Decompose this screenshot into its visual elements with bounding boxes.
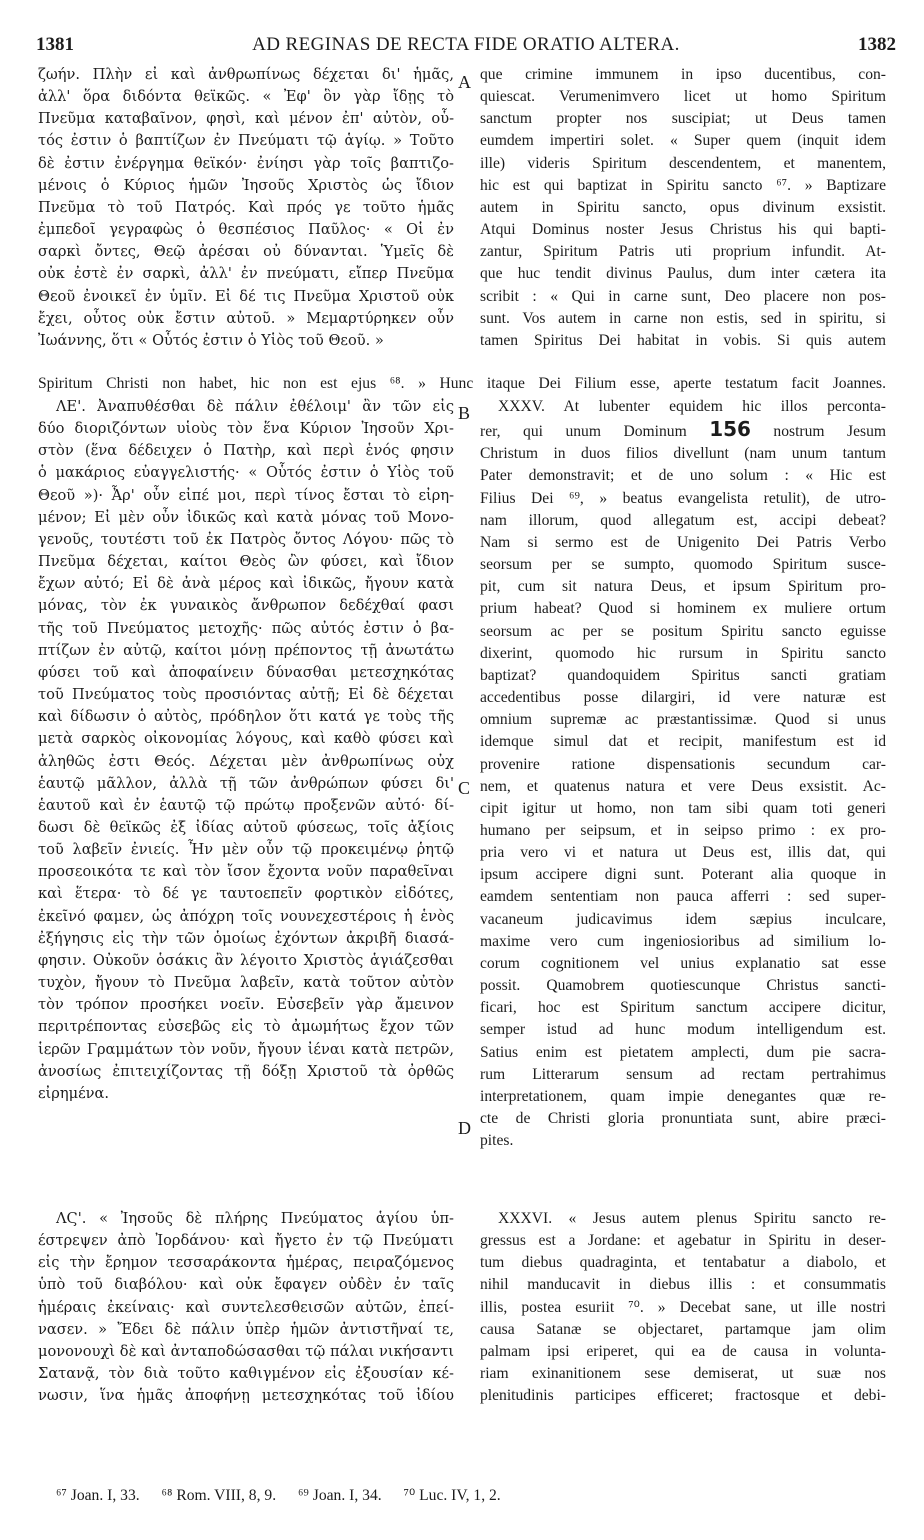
- text-line: Filius Dei ⁶⁹, » beatus evangelista retulit), de utro-: [480, 489, 886, 507]
- text-line: pit, cum sit natura Deus, et ipsum Spiritum pro-: [480, 578, 886, 596]
- text-line: φησιν. Οὐκοῦν ὁσάκις ἂν λέγοιτο Χριστὸς ἁγιάζεσθαι: [38, 951, 454, 969]
- margin-marker-d: D: [458, 1118, 471, 1138]
- text-line: eumdem impertiri solet. « Super quem (inquit idem: [480, 132, 886, 150]
- text-line: eamdem sententiam non pauca afferri : sed super-: [480, 888, 886, 906]
- text-line: XXXVI. « Jesus autem plenus Spiritu sancto re-: [498, 1210, 886, 1227]
- text-line: causa Satanæ se objectaret, partamque jam olim: [480, 1320, 886, 1338]
- greek-column-block3: [38, 1208, 454, 1407]
- text-line: εἰρημένα.: [38, 1084, 110, 1102]
- text-line: ἑαυτῷ μᾶλλον, ἀλλὰ τῇ τῶν ἀνθρώπων φύσει δι': [38, 774, 454, 792]
- text-fragment: nostrum Jesum: [750, 423, 886, 441]
- text-line: ἀλλ' ὅρα διδόντα θεϊκῶς. « Ἐφ' ὃν γὰρ ἴδῃς τὸ: [38, 88, 454, 106]
- text-line: tum diebus quadraginta, et tentabatur a diabolo, et: [480, 1254, 886, 1272]
- text-line: quiescat. Verumenimvero licet ut homo Spiritum: [480, 88, 886, 106]
- text-line: cipit igitur ut homo, non tam sibi quam toti generi: [480, 799, 886, 817]
- text-line: Πνεῦμα καταβαῖνον, φησὶ, καὶ μένον ἐπ' αὐτὸν, οὗ-: [38, 110, 454, 128]
- text-line: ὁ μακάριος εὐαγγελιστής· « Οὗτός ἐστιν ὁ Υἱὸς τοῦ: [38, 464, 454, 482]
- latin-column-block3: [480, 1208, 886, 1407]
- text-line: ἐξήγησις εἰς τὴν τῶν ὁμοίως ἐχόντων ἀκριβῆ διασά-: [38, 929, 454, 947]
- text-line: nem, et quatenus natura et vere Deus exsistit. Ac-: [480, 777, 886, 795]
- text-line: τῆς τοῦ Πνεύματος μετοχῆς· πῶς αὐτός ἐστιν ὁ βα-: [38, 619, 454, 637]
- text-line: καὶ δίδωσιν ὁ αὐτὸς, πρόδηλον ὅτι κατά γε τοὺς τῆς: [38, 708, 454, 726]
- text-line: Pater demonstravit; et de uno solum : « Hic est: [480, 467, 886, 485]
- text-line: φύσει τοῦ καὶ ἀποφαίνειν δύνασθαι μετεσχηκότας: [38, 663, 454, 681]
- text-line: ἐμπεδοῖ γεγραφὼς ὁ θεσπέσιος Παῦλος· « Οἱ ἐν: [38, 221, 454, 239]
- text-line: τοῦ λαβεῖν ἐνιείς. Ἦν μὲν οὖν τῷ προκειμένῳ ῥητῷ: [38, 841, 454, 859]
- running-title: AD REGINAS DE RECTA FIDE ORATIO ALTERA.: [252, 34, 680, 55]
- text-line: cte de Christi gloria pronuntiata sunt, abire præci-: [480, 1110, 886, 1127]
- text-line: ΛϚ'. « Ἰησοῦς δὲ πλήρης Πνεύματος ἁγίου ὑπ-: [56, 1210, 454, 1227]
- text-line: possit. Quamobrem quotiescunque Christus sancti-: [480, 977, 886, 995]
- text-fragment: rer, qui unum Dominum: [480, 423, 710, 441]
- text-line: Ἰωάννης, ὅτι « Οὗτός ἐστιν ὁ Υἱὸς τοῦ Θεοῦ. »: [38, 331, 384, 349]
- text-line: seorsum ac per se positum Spiritu sancto eguisse: [480, 622, 886, 640]
- margin-marker-a: A: [458, 72, 471, 92]
- text-line: maxime vero cum ingeniosioribus ad similium lo-: [480, 932, 886, 950]
- text-line: μονονουχὶ δὲ καὶ ἀνταποδώσασθαι τῷ πάλαι νικήσαντι: [38, 1342, 454, 1360]
- footnote: ⁶⁹ Joan. I, 34.: [298, 1487, 382, 1504]
- margin-marker-c: C: [458, 778, 471, 798]
- text-line: καὶ ἕτερα· τὸ δέ γε ταυτοεπεῖν φορτικὸν εἰδότες,: [38, 885, 454, 903]
- footnote: ⁷⁰ Luc. IV, 1, 2.: [403, 1487, 501, 1504]
- text-line: [480, 418, 886, 443]
- text-line: semper istud ad hunc modum intelligendum est.: [480, 1021, 886, 1039]
- text-line: gressus est a Jordane: et agebatur in Spiritu in deser-: [480, 1232, 886, 1250]
- text-line: ipsum accipere digni sunt. Poterant alia quoque in: [480, 866, 886, 884]
- greek-column-block1: [38, 64, 454, 352]
- text-line: δὲ ἐστιν ἐνέργημα θεϊκόν· ἐνίησι γὰρ τοῖς βαπτιζο-: [38, 154, 454, 172]
- text-line: Πνεῦμα τὸ τοῦ Πατρός. Καὶ πρός γε τοῦτο ἡμᾶς: [38, 198, 454, 216]
- text-line: pites.: [480, 1132, 514, 1150]
- text-line: πτίζων ἐν αὐτῷ, καίτοι μόνῃ πρέποντος τῇ ἀνωτάτω: [38, 641, 454, 659]
- text-line: ἑαυτοῦ καὶ ἐν ἑαυτῷ τῷ πρώτῳ προξενῶν αὐτό· δί-: [38, 796, 454, 814]
- text-line: μένον; Εἰ μὲν οὖν ἰδικῶς καὶ κατὰ μόνας τοῦ Μονο-: [38, 508, 454, 526]
- text-line: δωσι δὲ θεϊκῶς ἐξ ἰδίας αὐτοῦ φύσεως, τοῖς ἀξίοις: [38, 818, 454, 836]
- text-line: vacaneum judicavimus idem sæpius inculcare,: [480, 910, 886, 928]
- text-line: ἔχων αὐτό; Εἰ δὲ ἀνὰ μέρος καὶ ἰδικῶς, ἤγουν κατὰ: [38, 575, 454, 593]
- text-line: μόνας, τὸν ἐκ γυναικὸς ἄνθρωπον δεδέχθαί φασι: [38, 597, 454, 615]
- text-line: hic est qui baptizat in Spiritu sancto ⁶⁷. » Baptizare: [480, 176, 886, 194]
- text-line: σαρκὶ ὄντες, Θεῷ ἀρέσαι οὐ δύνανται. Ὑμεῖς δὲ: [38, 243, 454, 261]
- text-line: εἰς τὴν ἔρημον τεσσαράκοντα ἡμέρας, πειραζόμενος: [38, 1254, 454, 1272]
- margin-marker-b: B: [458, 403, 471, 423]
- text-line: idemque simul dat et recipit, manifestum est id: [480, 733, 886, 751]
- text-line: στὸν (ἕνα δέδειχεν ὁ Πατὴρ, καὶ περὶ ἑνός φησιν: [38, 442, 454, 460]
- text-line: οὐκ ἐστὲ ἐν σαρκὶ, ἀλλ' ἐν πνεύματι, εἴπερ Πνεῦμα: [38, 265, 454, 283]
- text-line: ΛΕ'. Ἀναπυθέσθαι δὲ πάλιν ἐθέλοιμ' ἂν τῶν εἰς: [56, 398, 454, 415]
- text-line: Σατανᾷ, τὸν διὰ τοῦτο καθιγμένον εἰς ἐξουσίαν κέ-: [38, 1365, 454, 1383]
- page-header: [36, 30, 896, 62]
- text-line: nam illorum, quod allegatum est, accipi debeat?: [480, 511, 886, 529]
- latin-column-block2: [480, 396, 886, 1152]
- text-line: provenire ratione dispensationis secundum car-: [480, 755, 886, 773]
- text-line: que crimine immunem in ipso ducentibus, con-: [480, 66, 886, 83]
- text-line: νωσιν, ἵνα ἡμᾶς ἀποφήνῃ μετεσχηκότας τοῦ ἰδίου: [38, 1387, 454, 1405]
- greek-column-block2: [38, 396, 454, 1105]
- text-line: γενοῦς, τουτέστι τοῦ ἐκ Πατρὸς ὄντος Λόγου· πῶς τὸ: [38, 530, 454, 548]
- text-line: Πνεῦμα δέχεται, καίτοι Θεὸς ὢν φύσει, καὶ ἴδιον: [38, 553, 454, 571]
- text-line: autem in Spiritu sancto, opus divinum exsistit.: [480, 198, 886, 216]
- text-line: ἱερῶν Γραμμάτων τὸν νοῦν, ἤγουν ἰέναι κατὰ πετρῶν,: [38, 1040, 454, 1058]
- text-line: baptizat? quandoquidem Spiritus sancti gratiam: [480, 666, 886, 684]
- footnote: ⁶⁷ Joan. I, 33.: [56, 1487, 140, 1504]
- text-line: μετὰ σαρκὸς οἰκονομίας λόγους, καὶ καθὸ φύσει καὶ: [38, 730, 454, 748]
- text-line: seorsum per se sumpto, quomodo Spiritum susce-: [480, 556, 886, 574]
- text-line: τυχὸν, ἤγουν τὸ Πνεῦμα λαβεῖν, κατὰ τοῦτον αὐτὸν: [38, 974, 454, 992]
- text-line: XXXV. At lubenter equidem hic illos perconta-: [498, 398, 886, 415]
- text-line: sunt. Vos autem in carne non estis, sed in spiritu, si: [480, 309, 886, 327]
- text-line: nihil manducavit in diebus illis : et consummatis: [480, 1276, 886, 1294]
- text-line: περιτρέποντας εὐσεβῶς εἰς τὸ ἀμωμήτως ἔχον τῶν: [38, 1018, 454, 1036]
- text-line: ὑπὸ τοῦ διαβόλου· καὶ οὐκ ἔφαγεν οὐδὲν ἐν ταῖς: [38, 1276, 454, 1294]
- footnotes: [56, 1486, 884, 1505]
- text-line: tamen Spiritus Dei habitat in vobis. Si quis autem: [480, 331, 886, 349]
- text-line: pria vero vi et natura ut Deus est, illis dat, qui: [480, 844, 886, 862]
- text-line: illis, postea esuriit ⁷⁰. » Decebat sane, ut ille nostri: [480, 1298, 886, 1316]
- text-line: δύο διοριζόντων υἱοὺς τὸν ἕνα Κύριον Ἰησοῦν Χρι-: [38, 420, 454, 438]
- text-line: τός ἐστιν ὁ βαπτίζων ἐν Πνεύματι τῷ ἁγίῳ. » Τοῦτο: [38, 132, 454, 150]
- text-line: interpretationem, quam impie denegantes quæ re-: [480, 1087, 886, 1105]
- text-line: riam exinanitionem sese demiserat, ut suæ nos: [480, 1365, 886, 1383]
- text-line: que huc tendit divinus Paulus, dum inter cætera ita: [480, 265, 886, 283]
- text-line: νασεν. » Ἔδει δὲ πάλιν ὑπὲρ ἡμῶν ἀντιστῆναί τε,: [38, 1320, 454, 1338]
- text-line: ἐκεῖνό φαμεν, ὡς ἀπόχρη τοῖς νουνεχεστέροις ἡ ἑνὸς: [38, 907, 454, 925]
- page-number-left: 1381: [36, 34, 74, 55]
- text-line: ἔχει, οὗτος οὐκ ἔστιν αὐτοῦ. » Μεμαρτύρηκεν οὖν: [38, 309, 454, 327]
- reference-number: 156: [709, 418, 751, 442]
- text-line: ficari, hoc est Spiritum sanctum accipere dicitur,: [480, 999, 886, 1017]
- text-line: plenitudinis participes efficeret; fractosque et debi-: [480, 1387, 886, 1405]
- text-line: τὸν τρόπον προσήκει νοεῖν. Εὐσεβεῖν γὰρ ἄμεινον: [38, 996, 454, 1014]
- text-line: omnium supremæ ac præstantissimæ. Quod si unus: [480, 711, 886, 729]
- text-line: dixerint, quomodo hic rursum in Spiritu sancto: [480, 644, 886, 662]
- text-line: humano per seipsum, et in seipso primo : ex pro-: [480, 821, 886, 839]
- page-number-right: 1382: [858, 34, 896, 55]
- text-line: προσεοικότα τε καὶ τὸν ἴσον ἔχοντα νοῦν παραθεῖναι: [38, 863, 454, 881]
- text-line: rum Litterarum sensum ad rectam pertrahimus: [480, 1065, 886, 1083]
- text-line: Satius enim est pietatem amplecti, dum pie sacra-: [480, 1043, 886, 1061]
- full-width-line: Spiritum Christi non habet, hic non est ejus ⁶⁸. » Hunc itaque Dei Filium esse, aperte testatum facit Joannes.: [38, 375, 886, 392]
- text-line: prium habeat? Quod si hominem ex muliere ortum: [480, 600, 886, 618]
- text-line: ἡμέραις ἐκείναις· καὶ συντελεσθεισῶν αὐτῶν, ἐπεί-: [38, 1298, 454, 1316]
- text-line: έστρεψεν ἀπὸ Ἰορδάνου· καὶ ἤγετο ἐν τῷ Πνεύματι: [38, 1232, 454, 1250]
- text-line: ille) videris Spiritum descendentem, et manentem,: [480, 154, 886, 172]
- text-line: μένοις ὁ Κύριος ἡμῶν Ἰησοῦς Χριστὸς ὡς ἴδιον: [38, 176, 454, 194]
- text-line: Christum in duos filios divellunt (nam unum tantum: [480, 445, 886, 463]
- text-line: zantur, Spiritum Patris uti proprium infundit. At-: [480, 243, 886, 261]
- latin-column-block1: [480, 64, 886, 352]
- text-line: corum cognitionem vel unius explanatio sat esse: [480, 954, 886, 972]
- footnote: ⁶⁸ Rom. VIII, 8, 9.: [161, 1487, 277, 1504]
- text-line: Θεοῦ ἐνοικεῖ ἐν ὑμῖν. Εἰ δέ τις Πνεῦμα Χριστοῦ οὐκ: [38, 287, 454, 305]
- text-line: palmam ipsi eriperet, qui ea de causa in volunta-: [480, 1342, 886, 1360]
- text-line: scribit : « Qui in carne sunt, Deo placere non pos-: [480, 287, 886, 305]
- text-line: Nam si sermo est de Unigenito Dei Patris Verbo: [480, 533, 886, 551]
- text-line: τοῦ Πνεύματος τοὺς προσιόντας αὐτῇ; Εἰ δὲ δέχεται: [38, 686, 454, 704]
- text-line: ἀνοσίως ἐπιτειχίζοντας τῇ δόξῃ Χριστοῦ τὰ ὀρθῶς: [38, 1062, 454, 1080]
- text-line: ἀληθῶς ἐστι Θεός. Δέχεται μὲν ἀνθρωπίνως οὐχ: [38, 752, 454, 770]
- text-line: accedentibus posse dilargiri, id vere naturæ est: [480, 689, 886, 707]
- text-line: sanctum propter nos suscipiat; ut Deus tamen: [480, 110, 886, 128]
- text-line: ζωήν. Πλὴν εἰ καὶ ἀνθρωπίνως δέχεται δι' ἡμᾶς,: [38, 66, 454, 83]
- text-line: Θεοῦ »)· Ἆρ' οὖν εἰπέ μοι, περὶ τίνος ἔσται τὸ εἰρη-: [38, 486, 454, 504]
- text-line: Atqui Dominus noster Jesus Christus his qui bapti-: [480, 221, 886, 239]
